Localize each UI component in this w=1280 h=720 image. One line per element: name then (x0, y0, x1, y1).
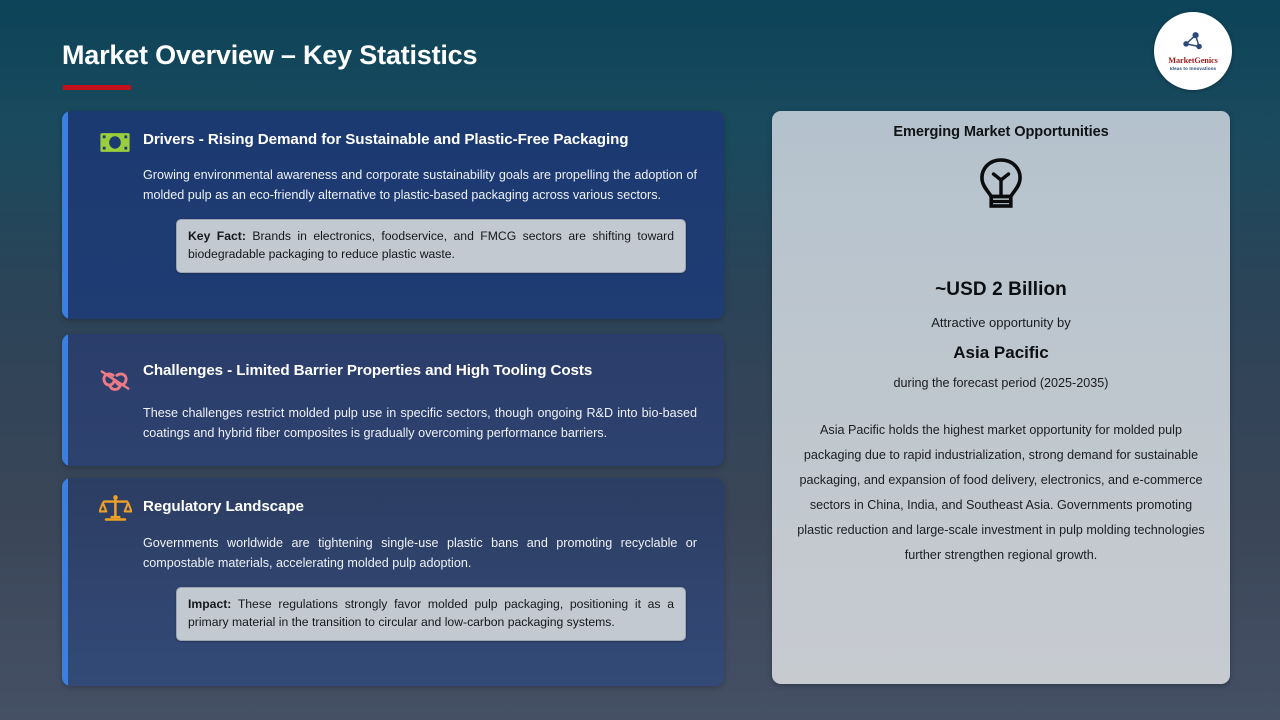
callout-label: Key Fact: (188, 229, 246, 244)
card-regulatory (62, 478, 724, 686)
card-body-text: Governments worldwide are tightening single-use plastic bans and promoting recyclable or compostable materials, accelerating molded pulp adoption. (143, 536, 697, 571)
emerging-market-opportunities-panel (772, 111, 1230, 684)
title-underline-rule (63, 85, 131, 90)
company-logo (1154, 12, 1232, 90)
lightbulb-icon (975, 157, 1027, 219)
forecast-period: during the forecast period (2025-2035) (893, 376, 1109, 390)
card-title: Drivers - Rising Demand for Sustainable and Plastic-Free Packaging (143, 131, 629, 148)
market-value: ~USD 2 Billion (935, 279, 1067, 300)
card-drivers (62, 111, 724, 319)
callout-label: Impact: (188, 597, 232, 612)
scales-of-justice-icon (98, 492, 132, 526)
card-body-text: Growing environmental awareness and corporate sustainability goals are propelling the adoption of molded pulp as an eco-friendly alternative to plastic-based packaging across various sectors. (143, 168, 697, 203)
callout-text: These regulations strongly favor molded pulp packaging, positioning it as a primary material in the transition to circular and low-carbon packaging systems. (188, 597, 674, 629)
banknote-icon (98, 125, 132, 159)
card-challenges (62, 334, 724, 466)
opportunity-subtitle: Attractive opportunity by (931, 315, 1071, 330)
card-title: Challenges - Limited Barrier Properties and High Tooling Costs (143, 362, 593, 379)
broken-link-icon (98, 364, 132, 398)
card-title: Regulatory Landscape (143, 498, 304, 515)
network-nodes-icon (1178, 30, 1208, 56)
logo-tagline: Ideas to Innovations (1169, 66, 1217, 72)
key-fact-callout (176, 219, 686, 273)
region-name: Asia Pacific (953, 343, 1049, 362)
impact-callout (176, 587, 686, 641)
panel-description: Asia Pacific holds the highest market opportunity for molded pulp packaging due to rapid industrialization, strong demand for sustainable packaging, and expansion of food delivery, electronics, and e-commerce sectors in China, India, and Southeast Asia. Governments promoting plastic reduction and large-scale investment in pulp molding technologies further strengthen regional growth. (797, 423, 1205, 562)
callout-text: Brands in electronics, foodservice, and FMCG sectors are shifting toward biodegradable packaging to reduce plastic waste. (188, 229, 674, 261)
panel-title: Emerging Market Opportunities (893, 124, 1109, 140)
logo-company-name: MarketGenics (1168, 56, 1218, 66)
page-title: Market Overview – Key Statistics (62, 40, 478, 70)
card-body-text: These challenges restrict molded pulp use in specific sectors, though ongoing R&D into bio-based coatings and hybrid fiber composites is gradually overcoming performance barriers. (143, 406, 697, 441)
